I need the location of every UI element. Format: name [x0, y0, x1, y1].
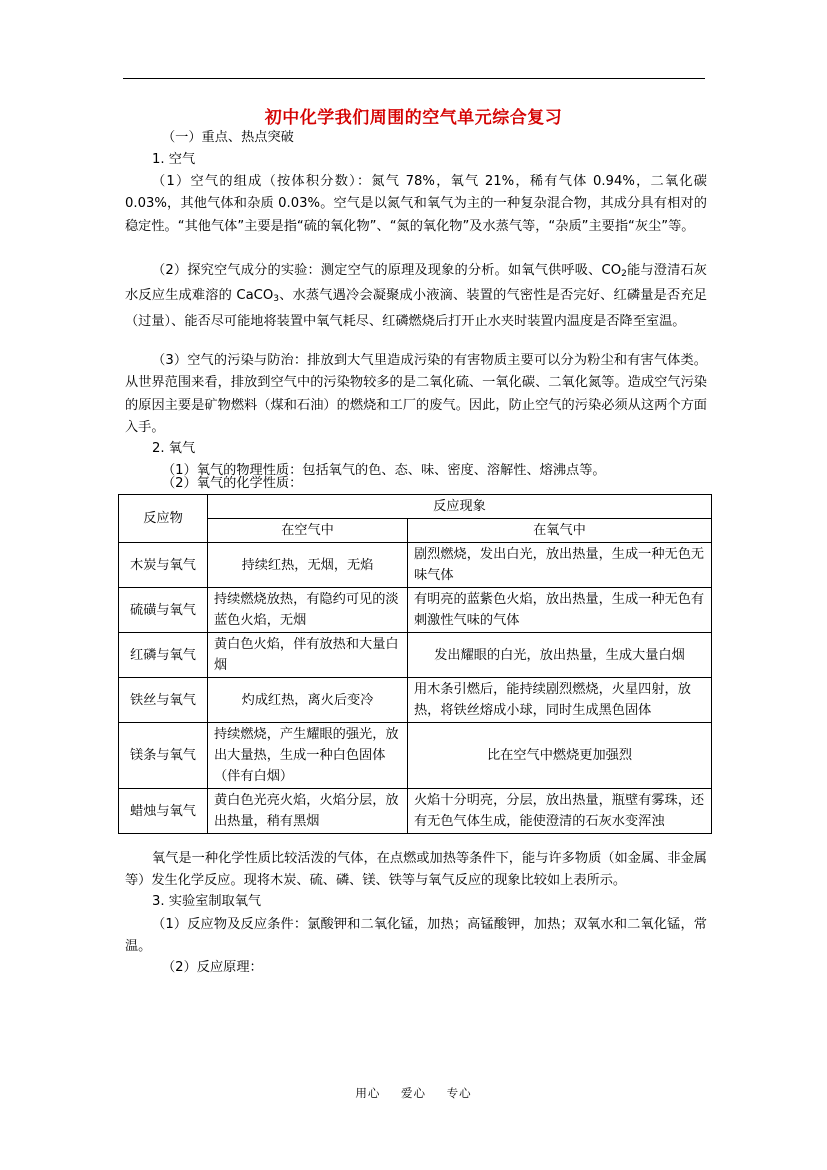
cell-air: 黄白色火焰，伴有放热和大量白烟: [208, 633, 408, 678]
paragraph-air-experiment: [125, 260, 707, 333]
table-row: [119, 588, 712, 633]
footer-word: 爱心: [401, 1086, 426, 1100]
paragraph-air-pollution: （3）空气的污染与防治：排放到大气里造成污染的有害物质主要可以分为粉尘和有害气体类。从世界范围来看，排放到空气中的污染物较多的是二氧化硫、一氧化碳、二氧化氮等。造成空气污染的原因主要是矿物燃料（煤和石油）的燃烧和工厂的废气。因此，防止空气的污染必须从这两个方面入手。: [125, 353, 707, 436]
header-reactant: 反应物: [119, 495, 208, 543]
section-heading: （一）重点、热点突破: [162, 130, 294, 145]
cell-air: 灼成红热，离火后变冷: [208, 678, 408, 723]
subheading-air: 1. 空气: [152, 152, 196, 167]
table-row: [119, 543, 712, 588]
paragraph-reaction-principle: （2）反应原理：: [162, 960, 263, 975]
cell-reactant: 蜡烛与氧气: [119, 789, 208, 834]
paragraph-air-composition: （1）空气的组成（按体积分数）：氮气 78%，氧气 21%，稀有气体 0.94%，二氧化碳 0.03%，其他气体和杂质 0.03%。空气是以氮气和氧气为主的一种复杂混合物，其成分具有相对的稳定性。“其他气体”主要是指“硫的氧化物”、“氮的氧化物”及水蒸气等，“杂质”主要指“灰尘”等。: [125, 174, 707, 234]
footer-word: 用心: [355, 1086, 381, 1100]
p2-part-c: 、水蒸气遇冷会凝聚成小液滴、装置的气密性是否完好、红磷量是否充足（过量）、能否尽可能地将装置中氧气耗尽、红磷燃烧后打开止水夹时装置内温度是否降至室温。: [125, 288, 707, 329]
cell-oxygen: 用木条引燃后，能持续剧烈燃烧，火星四射，放热，将铁丝熔成小球，同时生成黑色固体: [408, 678, 712, 723]
cell-oxygen: 剧烈燃烧，发出白光，放出热量，生成一种无色无味气体: [408, 543, 712, 588]
header-phenomenon: 反应现象: [208, 495, 712, 519]
paragraph-oxygen-physical: （1）氧气的物理性质：包括氧气的色、态、味、密度、溶解性、熔沸点等。: [162, 463, 606, 478]
cell-air: 持续红热，无烟，无焰: [208, 543, 408, 588]
cell-reactant: 硫磺与氧气: [119, 588, 208, 633]
cell-air: 持续燃烧放热，有隐约可见的淡蓝色火焰，无烟: [208, 588, 408, 633]
table-row: [119, 633, 712, 678]
header-in-air: 在空气中: [208, 519, 408, 543]
table-row: [119, 678, 712, 723]
document-title: 初中化学我们周围的空气单元综合复习: [264, 108, 563, 128]
subheading-lab-oxygen: 3. 实验室制取氧气: [152, 894, 262, 909]
paragraph-lab-reactants: （1）反应物及反应条件：氯酸钾和二氧化锰，加热；高锰酸钾，加热；双氧水和二氧化锰，常温。: [125, 917, 707, 955]
cell-oxygen: 有明亮的蓝紫色火焰，放出热量，生成一种无色有刺激性气味的气体: [408, 588, 712, 633]
page-footer: [0, 1085, 827, 1101]
paragraph-oxygen-summary: 氧气是一种化学性质比较活泼的气体，在点燃或加热等条件下，能与许多物质（如金属、非金属等）发生化学反应。现将木炭、硫、磷、镁、铁等与氧气反应的现象比较如上表所示。: [125, 851, 707, 889]
caco3-subscript: 3: [273, 294, 279, 305]
table-row: [119, 789, 712, 834]
subheading-oxygen: 2. 氧气: [152, 441, 196, 456]
cell-reactant: 木炭与氧气: [119, 543, 208, 588]
cell-oxygen: 火焰十分明亮，分层，放出热量，瓶壁有雾珠，还有无色气体生成，能使澄清的石灰水变浑浊: [408, 789, 712, 834]
cell-air: 持续燃烧，产生耀眼的强光，放出大量热，生成一种白色固体（伴有白烟）: [208, 723, 408, 789]
header-in-oxygen: 在氧气中: [408, 519, 712, 543]
p2-part-a: （2）探究空气成分的实验：测定空气的原理及现象的分析。如氧气供呼吸、CO: [152, 263, 622, 278]
table-row: [119, 723, 712, 789]
p2-part-b: 能与澄清石灰水反应生成难溶的 CaCO: [125, 263, 707, 304]
cell-reactant: 镁条与氧气: [119, 723, 208, 789]
paragraph-oxygen-chemical: （2）氧气的化学性质：: [162, 476, 303, 491]
header-rule: [123, 78, 705, 79]
footer-word: 专心: [446, 1086, 472, 1100]
cell-oxygen: 发出耀眼的白光，放出热量，生成大量白烟: [408, 633, 712, 678]
reaction-table: [118, 494, 712, 834]
cell-reactant: 铁丝与氧气: [119, 678, 208, 723]
cell-reactant: 红磷与氧气: [119, 633, 208, 678]
cell-oxygen: 比在空气中燃烧更加强烈: [408, 723, 712, 789]
co2-subscript: 2: [621, 269, 627, 279]
cell-air: 黄白色光亮火焰，火焰分层，放出热量，稍有黑烟: [208, 789, 408, 834]
